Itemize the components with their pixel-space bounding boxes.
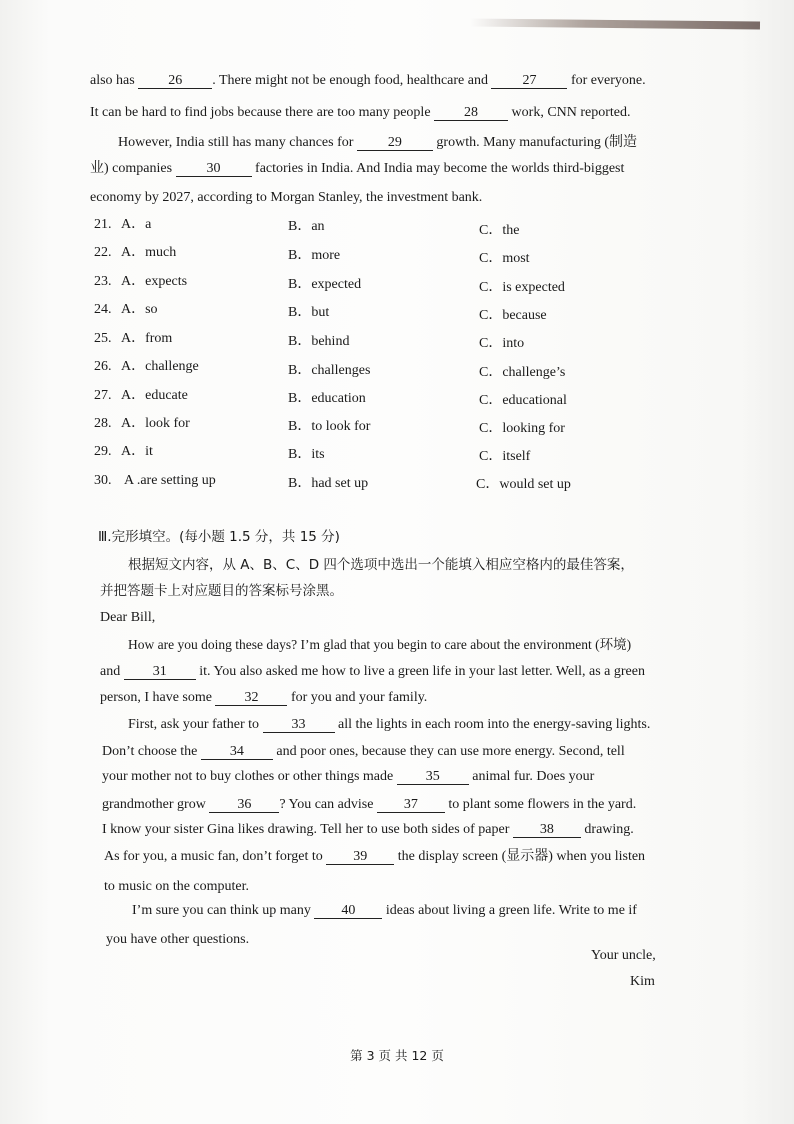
option-c[interactable]: C．educational xyxy=(479,393,567,408)
passage-line-5: economy by 2027, according to Morgan Stanley, the investment bank. xyxy=(90,190,483,205)
option-a[interactable]: A．expects xyxy=(121,274,188,289)
option-b[interactable]: B．more xyxy=(288,248,341,263)
option-b[interactable]: B．behind xyxy=(288,334,350,349)
blank-35[interactable]: 35 xyxy=(397,769,469,785)
letter-line-1: How are you doing these days? I’m glad that you begin to care about the environment (环境) xyxy=(128,637,632,652)
option-b[interactable]: B．an xyxy=(288,219,325,234)
letter-line-8: I know your sister Gina likes drawing. Tell her to use both sides of paper 38 drawing. xyxy=(102,822,634,837)
question-number: 26. xyxy=(94,359,112,374)
option-b[interactable]: B．expected xyxy=(288,277,362,292)
passage-line-3: However, India still has many chances for 29 growth. Many manufacturing (制造 xyxy=(118,135,638,150)
blank-39[interactable]: 39 xyxy=(326,849,394,865)
blank-26[interactable]: 26 xyxy=(138,73,212,89)
option-a[interactable]: A．much xyxy=(121,245,177,260)
blank-30[interactable]: 30 xyxy=(176,161,252,177)
option-a[interactable]: A．so xyxy=(121,302,158,317)
blank-33[interactable]: 33 xyxy=(263,717,335,733)
question-number: 23. xyxy=(94,274,112,289)
letter-line-4: First, ask your father to 33 all the lights in each room into the energy-saving lights. xyxy=(128,717,651,732)
option-b[interactable]: B．challenges xyxy=(288,363,371,378)
option-c[interactable]: C．looking for xyxy=(479,421,565,436)
question-number: 25. xyxy=(94,331,112,346)
option-b[interactable]: B．to look for xyxy=(288,419,371,434)
blank-36[interactable]: 36 xyxy=(209,797,279,813)
letter-line-3: person, I have some 32 for you and your family. xyxy=(100,690,428,705)
question-number: 24. xyxy=(94,302,112,317)
instruction-line-2: 并把答题卡上对应题目的答案标号涂黑。 xyxy=(100,583,343,599)
letter-line-10: to music on the computer. xyxy=(104,879,250,894)
passage-line-1: also has 26 . There might not be enough food, healthcare and 27 for everyone. xyxy=(90,73,646,88)
letter-line-6: your mother not to buy clothes or other things made 35 animal fur. Does your xyxy=(102,769,595,784)
option-a[interactable]: A．look for xyxy=(121,416,190,431)
option-c[interactable]: C．into xyxy=(479,336,525,351)
question-number: 22. xyxy=(94,245,112,260)
option-a[interactable]: A．from xyxy=(121,331,173,346)
option-c[interactable]: C．because xyxy=(479,308,547,323)
letter-closing: Your uncle, xyxy=(591,948,656,963)
blank-28[interactable]: 28 xyxy=(434,105,508,121)
question-number: 29. xyxy=(94,444,112,459)
letter-line-2: and 31 it. You also asked me how to live a green life in your last letter. Well, as a green xyxy=(100,664,645,679)
question-number: 28. xyxy=(94,416,112,431)
passage-line-4: 业) companies 30 factories in India. And India may become the worlds third-biggest xyxy=(90,161,625,176)
option-c[interactable]: C．most xyxy=(479,251,530,266)
letter-line-5: Don’t choose the 34 and poor ones, because they can use more energy. Second, tell xyxy=(102,744,625,759)
letter-line-7: grandmother grow 36 ? You can advise 37 to plant some flowers in the yard. xyxy=(102,797,637,812)
option-a[interactable]: A．challenge xyxy=(121,359,199,374)
letter-line-11: I’m sure you can think up many 40 ideas about living a green life. Write to me if xyxy=(132,903,637,918)
option-b[interactable]: B．had set up xyxy=(288,476,369,491)
option-b[interactable]: B．education xyxy=(288,391,366,406)
letter-line-12: you have other questions. xyxy=(106,932,250,947)
letter-signature: Kim xyxy=(630,974,655,989)
section-heading: Ⅲ.完形填空。(每小题 1.5 分，共 15 分) xyxy=(98,529,340,545)
question-number: 30. xyxy=(94,473,112,488)
question-number: 27. xyxy=(94,388,112,403)
passage-line-2: It can be hard to find jobs because there are too many people 28 work, CNN reported. xyxy=(90,105,631,120)
blank-38[interactable]: 38 xyxy=(513,822,581,838)
option-b[interactable]: B．its xyxy=(288,447,325,462)
option-a[interactable]: A．it xyxy=(121,444,153,459)
option-c[interactable]: C．itself xyxy=(479,449,531,464)
blank-37[interactable]: 37 xyxy=(377,797,445,813)
option-b[interactable]: B．but xyxy=(288,305,330,320)
option-c[interactable]: C．would set up xyxy=(476,477,571,492)
blank-34[interactable]: 34 xyxy=(201,744,273,760)
option-c[interactable]: C．the xyxy=(479,223,520,238)
option-a[interactable]: A .are setting up xyxy=(124,473,216,488)
blank-29[interactable]: 29 xyxy=(357,135,433,151)
blank-27[interactable]: 27 xyxy=(491,73,567,89)
option-a[interactable]: A．a xyxy=(121,217,152,232)
blank-32[interactable]: 32 xyxy=(215,690,287,706)
option-a[interactable]: A．educate xyxy=(121,388,188,403)
blank-31[interactable]: 31 xyxy=(124,664,196,680)
letter-greeting: Dear Bill, xyxy=(100,610,156,625)
blank-40[interactable]: 40 xyxy=(314,903,382,919)
option-c[interactable]: C．is expected xyxy=(479,280,565,295)
page-number-footer: 第 3 页 共 12 页 xyxy=(350,1048,444,1063)
letter-line-9: As for you, a music fan, don’t forget to 39 the display screen (显示器) when you listen xyxy=(104,849,646,864)
option-c[interactable]: C．challenge’s xyxy=(479,365,566,380)
question-number: 21. xyxy=(94,217,112,232)
instruction-line-1: 根据短文内容，从 A、B、C、D 四个选项中选出一个能填入相应空格内的最佳答案， xyxy=(128,557,634,573)
